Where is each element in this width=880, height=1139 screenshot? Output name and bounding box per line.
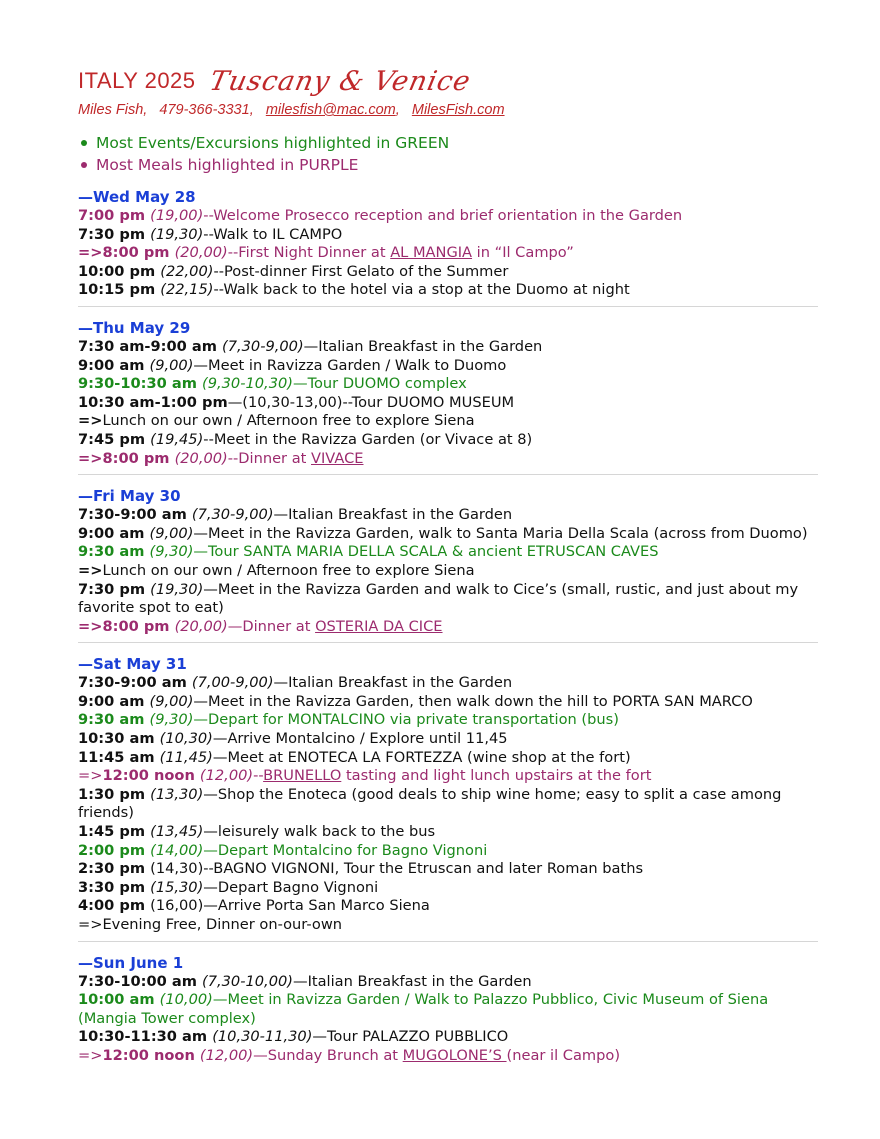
entry-text: 1:30 pm [78, 785, 151, 803]
schedule-entry [78, 823, 818, 842]
entry-text: 2:00 pm [78, 841, 151, 859]
day-heading: —Sat May 31 [78, 655, 187, 674]
title-row [78, 62, 818, 100]
day-section [78, 319, 818, 475]
entry-text: => [78, 767, 103, 785]
day-heading: —Thu May 29 [78, 318, 191, 337]
entry-text: (9,30) [149, 543, 194, 561]
entry-text: (20,00) [174, 244, 228, 262]
day-section [78, 655, 818, 941]
entry-text: (12,00) [199, 1046, 254, 1064]
entry-text: (20,00) [174, 449, 228, 467]
schedule-entry [78, 674, 818, 693]
entry-text: —leisurely walk back to the bus [203, 823, 436, 841]
entry-text: (19,30) [150, 225, 204, 243]
contact-name: Miles Fish, [78, 102, 148, 118]
legend-events-label: Most Events/Excursions highlighted in GREEN [96, 134, 450, 152]
entry-text: —Italian Breakfast in the Garden [273, 506, 513, 524]
color-legend [78, 132, 818, 176]
entry-text: 10:00 pm [78, 262, 161, 280]
entry-text: --Walk to IL CAMPO [203, 225, 343, 243]
section-divider [78, 306, 818, 307]
contact-site-link[interactable]: MilesFish.com [411, 102, 505, 118]
schedule-entry [78, 338, 818, 357]
entry-text: (10,30) [159, 730, 213, 748]
entry-text: 9:00 am [78, 692, 150, 710]
entry-text: —Italian Breakfast in the Garden [303, 337, 543, 355]
schedule-entry [78, 207, 818, 226]
entry-text: --Welcome Prosecco reception and brief orientation in the Garden [203, 207, 683, 224]
contact-phone: 479-366-3331, [159, 102, 254, 118]
entry-text: 12:00 noon [102, 767, 200, 785]
schedule-entry [78, 730, 818, 749]
entry-text: (9,30) [149, 711, 194, 729]
entry-text: 10:30 am [78, 730, 160, 748]
entry-text: (13,45) [150, 823, 204, 841]
entry-text: (12,00) [199, 767, 254, 785]
entry-text: Lunch on our own / Afternoon free to explore Siena [102, 412, 475, 430]
script-subtitle: Tuscany & Venice [206, 65, 474, 97]
entry-text: (14,30)--BAGNO VIGNONI, Tour the Etruscan and later Roman baths [150, 860, 644, 878]
contact-line [78, 102, 818, 124]
schedule-entry [78, 394, 818, 413]
entry-text: (9,00) [149, 524, 194, 542]
entry-text: 2:30 pm [78, 860, 151, 878]
entry-text: 7:30-10:00 am [78, 972, 203, 990]
entry-text: -- [253, 767, 264, 785]
entry-text: —Depart for MONTALCINO via private transportation (bus) [193, 711, 619, 729]
entry-text: —Meet in the Ravizza Garden, walk to Santa Maria Della Scala (across from Duomo) [193, 524, 808, 542]
entry-text: —(10,30-13,00)--Tour DUOMO MUSEUM [227, 393, 515, 411]
schedule-entry [78, 506, 818, 525]
entry-text: 9:00 am [78, 356, 150, 374]
day-heading: —Wed May 28 [78, 188, 196, 206]
entry-text: 12:00 noon [102, 1046, 200, 1064]
entry-text: —Meet in Ravizza Garden / Walk to Duomo [193, 356, 507, 374]
schedule-entry [78, 897, 818, 916]
entry-text: —Tour PALAZZO PUBBLICO [312, 1028, 509, 1046]
legend-item-meals [78, 154, 818, 176]
entry-text: =>8:00 pm [78, 244, 175, 262]
schedule-entry [78, 842, 818, 861]
entry-text: —Meet in Ravizza Garden / Walk to Palazzo Pubblico, Civic Museum of Siena (Mangia Tower complex) [78, 991, 769, 1027]
entry-text: 7:30-9:00 am [78, 506, 192, 524]
section-divider [78, 941, 818, 942]
schedule-entry [78, 618, 818, 637]
legend-meals-label: Most Meals highlighted in PURPLE [96, 156, 359, 174]
schedule-entry [78, 581, 818, 618]
schedule-entry [78, 1028, 818, 1047]
schedule-entry [78, 973, 818, 992]
entry-text: --Dinner at [227, 449, 311, 467]
entry-text: 9:00 am [78, 524, 150, 542]
schedule-entry [78, 562, 818, 581]
schedule-entry [78, 226, 818, 245]
entry-text: 10:15 pm [78, 281, 161, 299]
entry-text: (9,00) [149, 356, 194, 374]
entry-text: => [78, 1046, 103, 1064]
schedule-entry [78, 860, 818, 879]
schedule-entry [78, 375, 818, 394]
entry-text: —Tour DUOMO complex [292, 375, 467, 393]
schedule-entry [78, 786, 818, 823]
schedule-entry [78, 450, 818, 469]
entry-text: —Shop the Enoteca (good deals to ship wine home; easy to split a case among friends) [78, 785, 782, 822]
schedule-entry [78, 711, 818, 730]
bullet-icon [81, 140, 87, 146]
entry-text: => [78, 561, 103, 579]
entry-text: 7:45 pm [78, 430, 151, 448]
entry-text: (9,00) [149, 692, 194, 710]
section-divider [78, 474, 818, 475]
entry-text: (9,30-10,30) [202, 375, 293, 393]
entry-text: 4:00 pm [78, 897, 151, 915]
day-section [78, 954, 818, 1066]
schedule-entry [78, 543, 818, 562]
entry-text: (7,30-9,00) [191, 506, 274, 524]
entry-text: 10:30-11:30 am [78, 1028, 213, 1046]
entry-text: (19,00) [150, 207, 204, 224]
schedule-entry [78, 412, 818, 431]
entry-text: --Walk back to the hotel via a stop at the Duomo at night [213, 281, 630, 299]
entry-text: —Italian Breakfast in the Garden [273, 674, 513, 692]
venue-link[interactable]: VIVACE [311, 449, 364, 467]
entry-text: (10,00) [159, 991, 213, 1009]
entry-text: (16,00)—Arrive Porta San Marco Siena [150, 897, 430, 915]
schedule-entry [78, 1047, 818, 1066]
schedule-entry [78, 431, 818, 450]
entry-text: (19,30) [150, 580, 204, 598]
entry-text: --First Night Dinner at [227, 244, 391, 262]
entry-text: 9:30 am [78, 711, 150, 729]
entry-text: —Meet in the Ravizza Garden, then walk down the hill to PORTA SAN MARCO [193, 692, 753, 710]
venue-link[interactable]: BRUNELLO [263, 767, 342, 785]
entry-text: 7:30 pm [78, 580, 151, 598]
schedule-entry [78, 991, 818, 1028]
schedule-entry [78, 879, 818, 898]
entry-text: (15,30) [150, 878, 204, 896]
entry-text: 7:30-9:00 am [78, 674, 192, 692]
entry-text: 7:00 pm [78, 207, 151, 224]
page-title: ITALY 2025 [78, 68, 196, 93]
entry-text: --Meet in the Ravizza Garden (or Vivace at 8) [203, 430, 533, 448]
entry-text: (19,45) [150, 430, 204, 448]
entry-text: —Meet in the Ravizza Garden and walk to Cice’s (small, rustic, and just about my favorite spot to eat) [78, 580, 799, 617]
entry-text: 9:30-10:30 am [78, 375, 203, 393]
entry-text: —Arrive Montalcino / Explore until 11,45 [212, 730, 508, 748]
contact-separator: , [395, 102, 400, 118]
entry-text: (7,30-9,00) [222, 337, 304, 355]
schedule-entry [78, 244, 818, 263]
day-heading: —Sun June 1 [78, 953, 184, 972]
schedule-entry [78, 525, 818, 544]
entry-text: 3:30 pm [78, 878, 151, 896]
entry-text: =>8:00 pm [78, 449, 175, 467]
entry-text: =>8:00 pm [78, 617, 175, 635]
entry-text: (14,00) [150, 841, 204, 859]
itinerary-page [78, 62, 818, 1066]
schedule-entry [78, 767, 818, 786]
entry-text: —Italian Breakfast in the Garden [292, 972, 532, 990]
entry-text: Lunch on our own / Afternoon free to explore Siena [102, 561, 475, 579]
entry-text: tasting and light lunch upstairs at the fort [341, 767, 652, 785]
contact-email-link[interactable]: milesfish@mac.com [265, 102, 396, 118]
entry-text: —Depart Montalcino for Bagno Vignoni [203, 841, 488, 859]
entry-text: (7,30-10,00) [202, 972, 293, 990]
entry-text: (22,00) [160, 262, 214, 280]
schedule-entry [78, 693, 818, 712]
entry-text: =>Evening Free, Dinner on-our-own [78, 916, 343, 933]
entry-text: —Meet at ENOTECA LA FORTEZZA (wine shop at the fort) [212, 748, 631, 766]
entry-text: —Depart Bagno Vignoni [203, 878, 379, 896]
entry-text: (10,30-11,30) [212, 1028, 313, 1046]
entry-text: (22,15) [160, 281, 214, 299]
entry-text: 1:45 pm [78, 823, 151, 841]
schedule-entry [78, 263, 818, 282]
schedule-entry [78, 357, 818, 376]
entry-text: 9:30 am [78, 543, 150, 561]
schedule-entry [78, 916, 818, 935]
entry-text: (11,45) [159, 748, 213, 766]
schedule [78, 188, 818, 1066]
entry-text: —Tour SANTA MARIA DELLA SCALA & ancient ETRUSCAN CAVES [193, 543, 659, 561]
schedule-entry [78, 281, 818, 300]
venue-link[interactable]: MUGOLONE’S [402, 1046, 507, 1064]
day-section [78, 487, 818, 643]
entry-text: => [78, 412, 103, 430]
schedule-entry [78, 749, 818, 768]
venue-link[interactable]: AL MANGIA [390, 244, 473, 262]
bullet-icon [81, 162, 87, 168]
entry-text: —Dinner at [227, 617, 316, 635]
entry-text: 7:30 am-9:00 am [78, 337, 223, 355]
entry-text: (near il Campo) [506, 1046, 621, 1064]
entry-text: --Post-dinner First Gelato of the Summer [213, 262, 509, 280]
legend-item-events [78, 132, 818, 154]
entry-text: (13,30) [150, 785, 204, 803]
entry-text: (7,00-9,00) [191, 674, 274, 692]
venue-link[interactable]: OSTERIA DA CICE [315, 617, 443, 635]
day-heading: —Fri May 30 [78, 487, 181, 506]
entry-text: —Sunday Brunch at [253, 1046, 403, 1064]
entry-text: in “Il Campo” [472, 244, 574, 262]
entry-text: (20,00) [174, 617, 228, 635]
entry-text: 10:00 am [78, 991, 160, 1009]
entry-text: 7:30 pm [78, 225, 151, 243]
entry-text: 11:45 am [78, 748, 160, 766]
section-divider [78, 642, 818, 643]
entry-text: 10:30 am-1:00 pm [78, 393, 228, 411]
day-section [78, 188, 818, 307]
